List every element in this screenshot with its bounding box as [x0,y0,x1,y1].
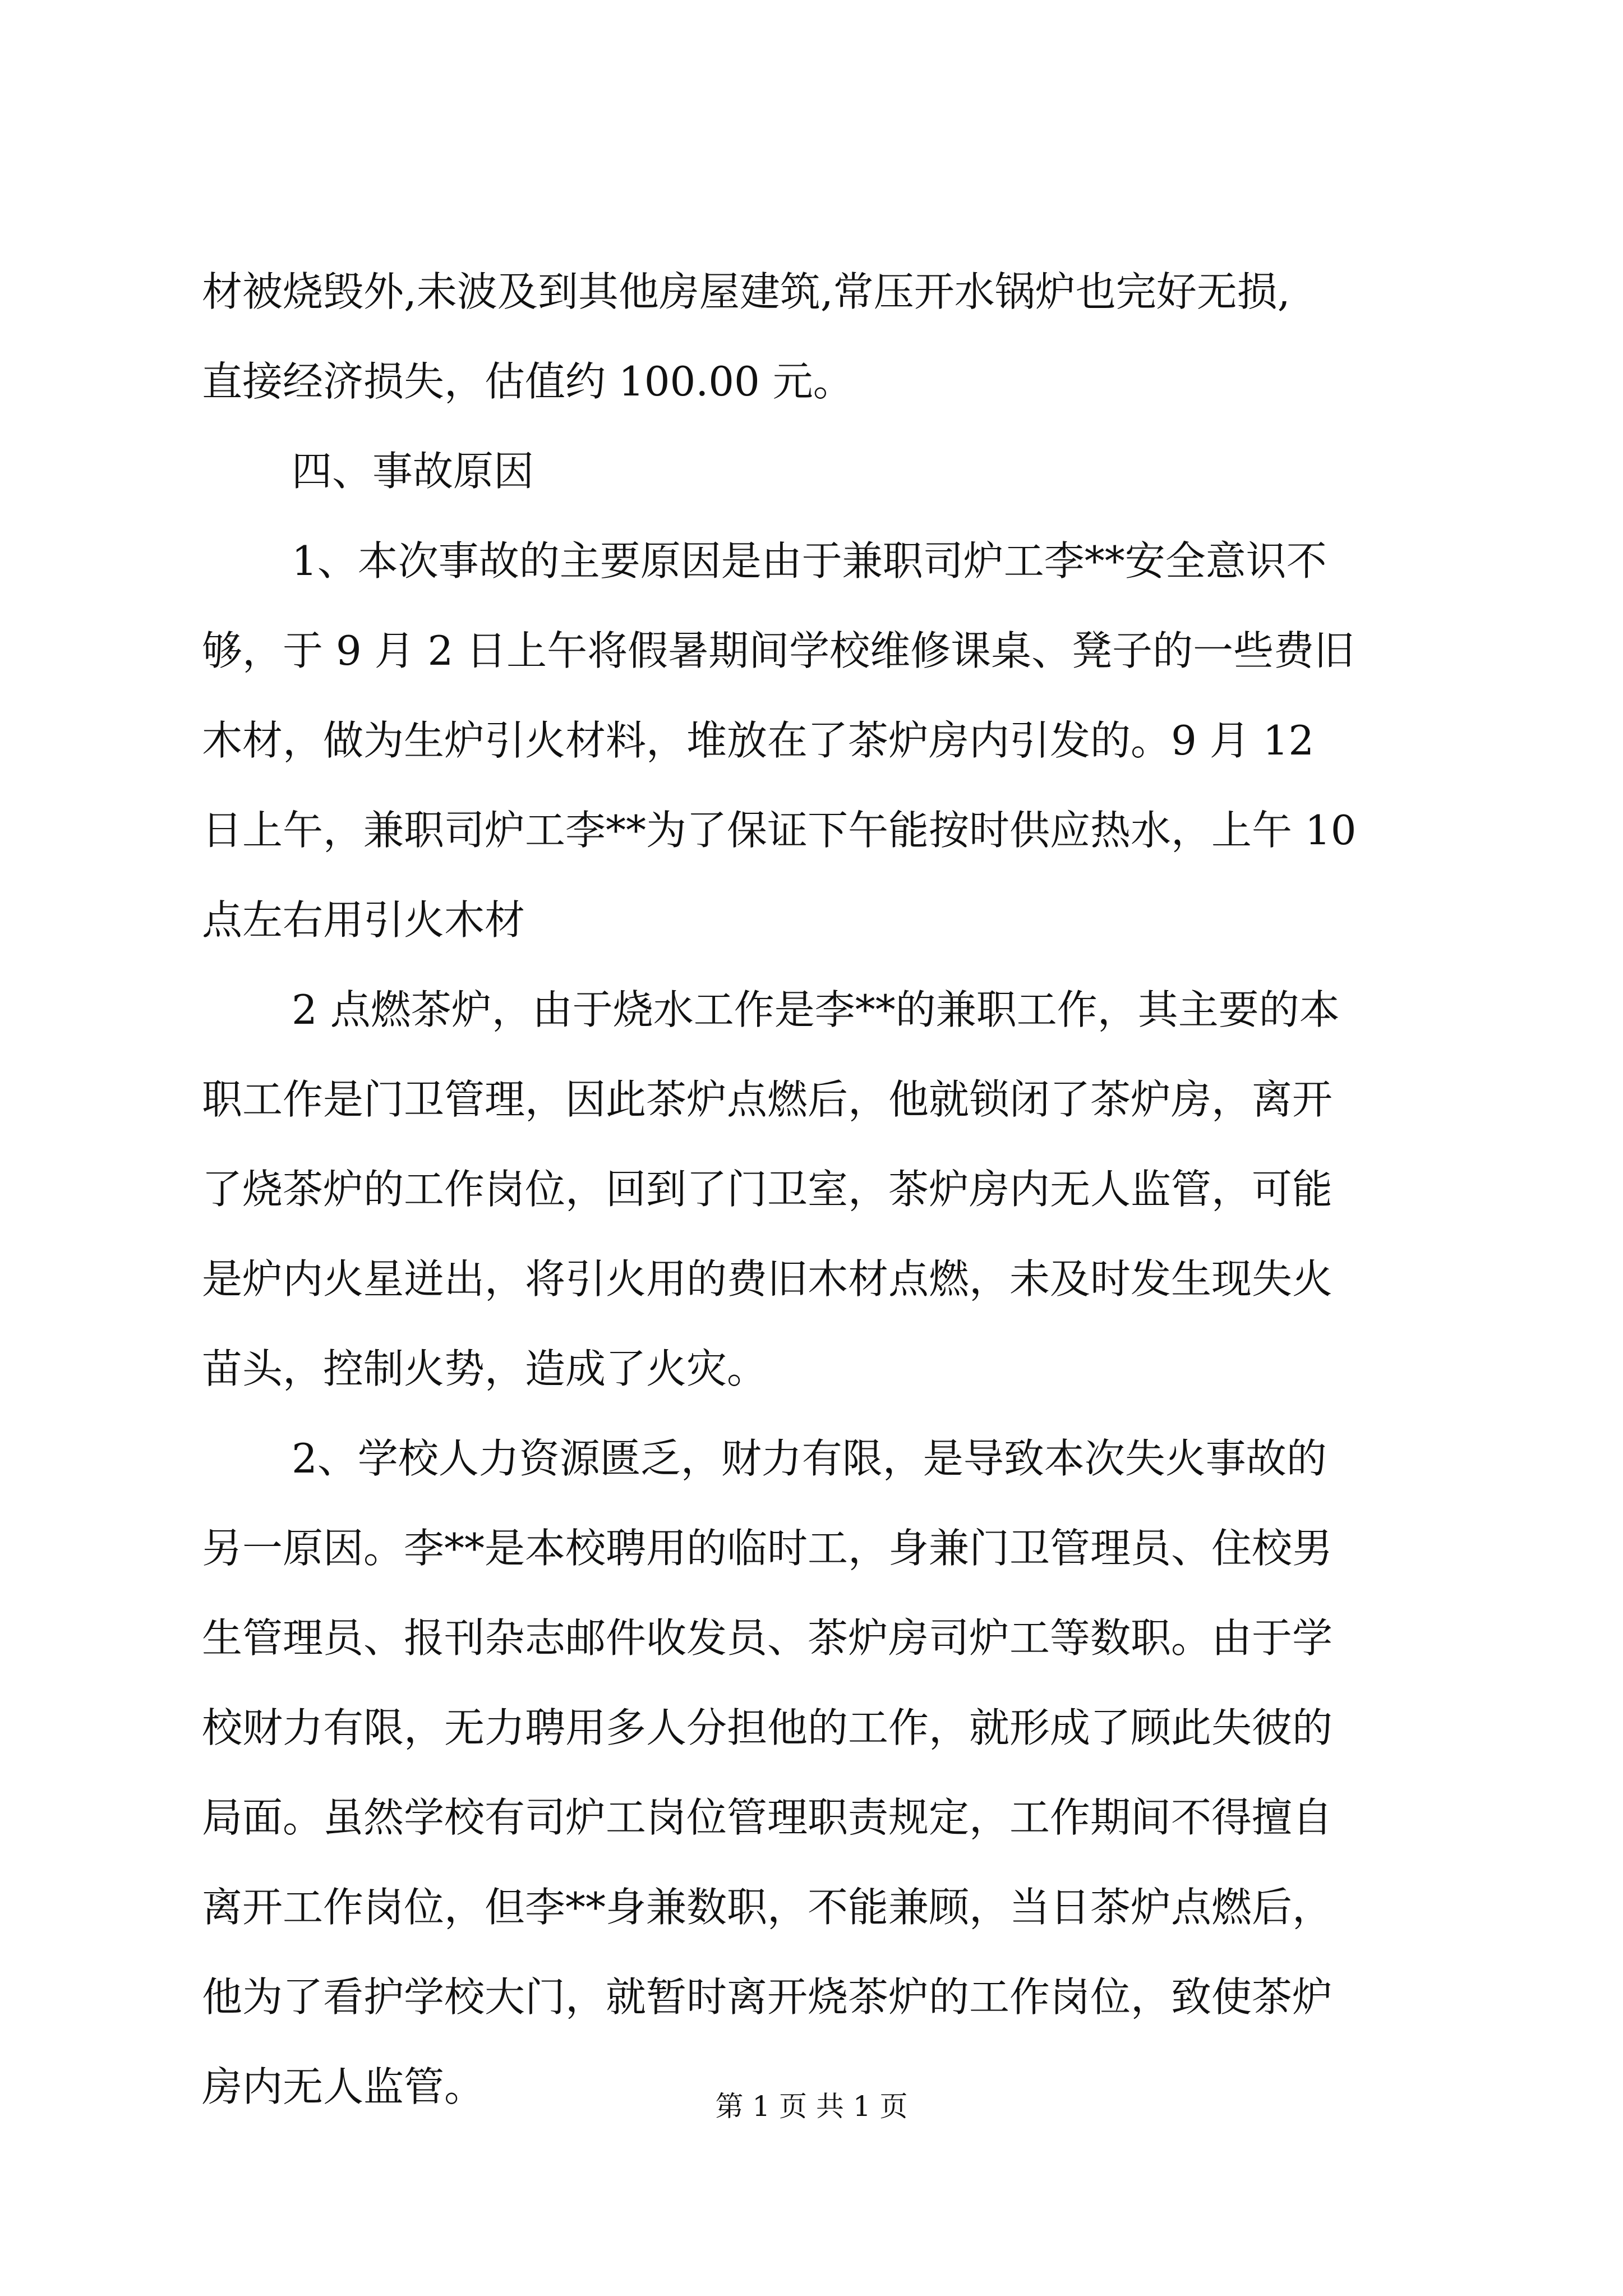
text-line: 材被烧毁外,未波及到其他房屋建筑,常压开水锅炉也完好无损, [202,268,1290,315]
text-line: 日上午，兼职司炉工李**为了保证下午能按时供应热水，上午 10 [202,807,1357,854]
text-line: 木材，做为生炉引火材料，堆放在了茶炉房内引发的。9 月 12 [202,717,1315,764]
text-line: 2 点燃茶炉，由于烧水工作是李**的兼职工作，其主要的本 [292,986,1340,1033]
text-line: 苗头，控制火势，造成了火灾。 [202,1345,768,1392]
text-line: 他为了看护学校大门，就暂时离开烧茶炉的工作岗位，致使茶炉 [202,1973,1333,2021]
text-line: 是炉内火星迸出，将引火用的费旧木材点燃，未及时发生现失火 [202,1255,1333,1303]
text-line: 校财力有限，无力聘用多人分担他的工作，就形成了顾此失彼的 [202,1704,1333,1751]
text-line: 了烧茶炉的工作岗位，回到了门卫室，茶炉房内无人监管，可能 [202,1166,1333,1213]
text-line: 职工作是门卫管理，因此茶炉点燃后，他就锁闭了茶炉房，离开 [202,1076,1333,1123]
text-line: 另一原因。李**是本校聘用的临时工，身兼门卫管理员、住校男 [202,1525,1333,1572]
page-footer: 第 1 页 共 1 页 [715,2090,908,2123]
text-line: 直接经济损失，估值约 100.00 元。 [202,358,854,405]
text-line: 1、本次事故的主要原因是由于兼职司炉工李**安全意识不 [292,537,1327,585]
text-line: 够，于 9 月 2 日上午将假暑期间学校维修课桌、凳子的一些费旧 [202,627,1355,674]
text-line: 房内无人监管。 [202,2063,485,2110]
text-line: 局面。虽然学校有司炉工岗位管理职责规定，工作期间不得擅自 [202,1794,1333,1841]
text-line: 四、事故原因 [292,448,534,495]
text-line: 离开工作岗位，但李**身兼数职，不能兼顾，当日茶炉点燃后， [202,1884,1333,1931]
text-line: 2、学校人力资源匮乏，财力有限，是导致本次失火事故的 [292,1435,1327,1482]
text-line: 生管理员、报刊杂志邮件收发员、茶炉房司炉工等数职。由于学 [202,1614,1333,1662]
document-body [202,247,1430,2132]
text-line: 点左右用引火木材 [202,896,525,944]
